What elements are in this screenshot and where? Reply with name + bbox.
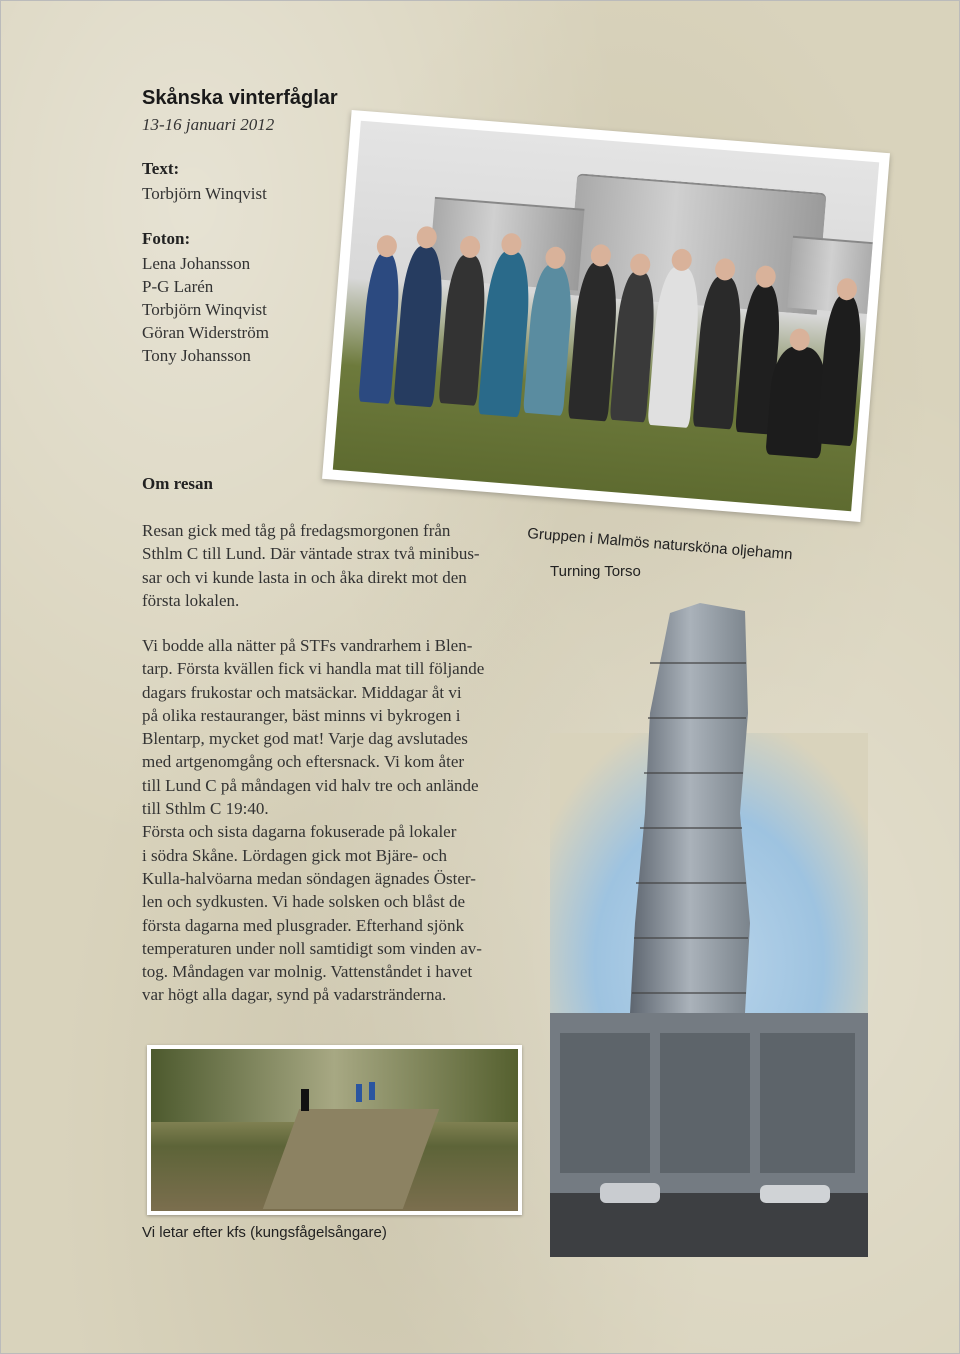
paragraph-line: första dagarna med plusgrader. Efterhand sjönk <box>142 915 464 935</box>
paragraph-line: på olika restauranger, bäst minns vi bykrogen i <box>142 705 461 725</box>
paragraph-line: i södra Skåne. Lördagen gick mot Bjäre- och <box>142 845 447 865</box>
group-photo <box>322 110 890 522</box>
field-photo-caption: Vi letar efter kfs (kungsfågelsångare) <box>142 1224 387 1241</box>
photo-credit-label: Foton: <box>142 229 191 248</box>
paragraph-line: dagars frukostar och matsäckar. Middagar åt vi <box>142 682 462 702</box>
photographer: Göran Widerström <box>142 323 269 342</box>
paragraph-line: sar och vi kunde lasta in och åka direkt mot den <box>142 567 467 587</box>
photographer: Lena Johansson <box>142 254 251 273</box>
paragraph-line: Sthlm C till Lund. Där väntade strax två minibus- <box>142 544 480 564</box>
paragraph-line: första lokalen. <box>142 590 240 610</box>
photographer: Torbjörn Winqvist <box>142 300 267 319</box>
text-credit-label: Text: <box>142 159 180 178</box>
paragraph-line: med artgenomgång och eftersnack. Vi kom åter <box>142 752 465 772</box>
main-paragraph <box>142 634 484 1007</box>
paragraph-line: Kulla-halvöarna medan söndagen ägnades Öster- <box>142 868 476 888</box>
section-heading: Om resan <box>142 474 213 493</box>
group-photo-caption: Gruppen i Malmös natursköna oljehamn <box>526 525 794 564</box>
field-photo <box>147 1045 522 1215</box>
paragraph-line: till Sthlm C 19:40. <box>142 799 269 819</box>
trip-dates: 13-16 januari 2012 <box>142 115 275 134</box>
paragraph-line: Vi bodde alla nätter på STFs vandrarhem i Blen- <box>142 636 473 655</box>
photographer: P-G Larén <box>142 277 214 296</box>
torso-photo-caption: Turning Torso <box>550 563 641 580</box>
paragraph-line: len och sydkusten. Vi hade solsken och blåst de <box>142 892 466 912</box>
paragraph-line: Resan gick med tåg på fredagsmorgonen från <box>142 521 451 540</box>
turning-torso-photo <box>550 593 868 1257</box>
text-author: Torbjörn Winqvist <box>142 184 267 203</box>
paragraph-line: temperaturen under noll samtidigt som vinden av- <box>142 938 482 958</box>
paragraph-line: var högt alla dagar, synd på vadarstränderna. <box>142 985 447 1005</box>
paragraph-line: Första och sista dagarna fokuserade på lokaler <box>142 822 457 842</box>
photographer: Tony Johansson <box>142 346 251 365</box>
paragraph-line: Blentarp, mycket god mat! Varje dag avslutades <box>142 729 468 749</box>
paragraph-line: tog. Måndagen var molnig. Vattenståndet i havet <box>142 962 473 982</box>
intro-paragraph <box>142 519 480 612</box>
page-title: Skånska vinterfåglar <box>142 87 338 109</box>
paragraph-line: till Lund C på måndagen vid halv tre och anlände <box>142 775 479 795</box>
paragraph-line: tarp. Första kvällen fick vi handla mat till följande <box>142 659 485 679</box>
